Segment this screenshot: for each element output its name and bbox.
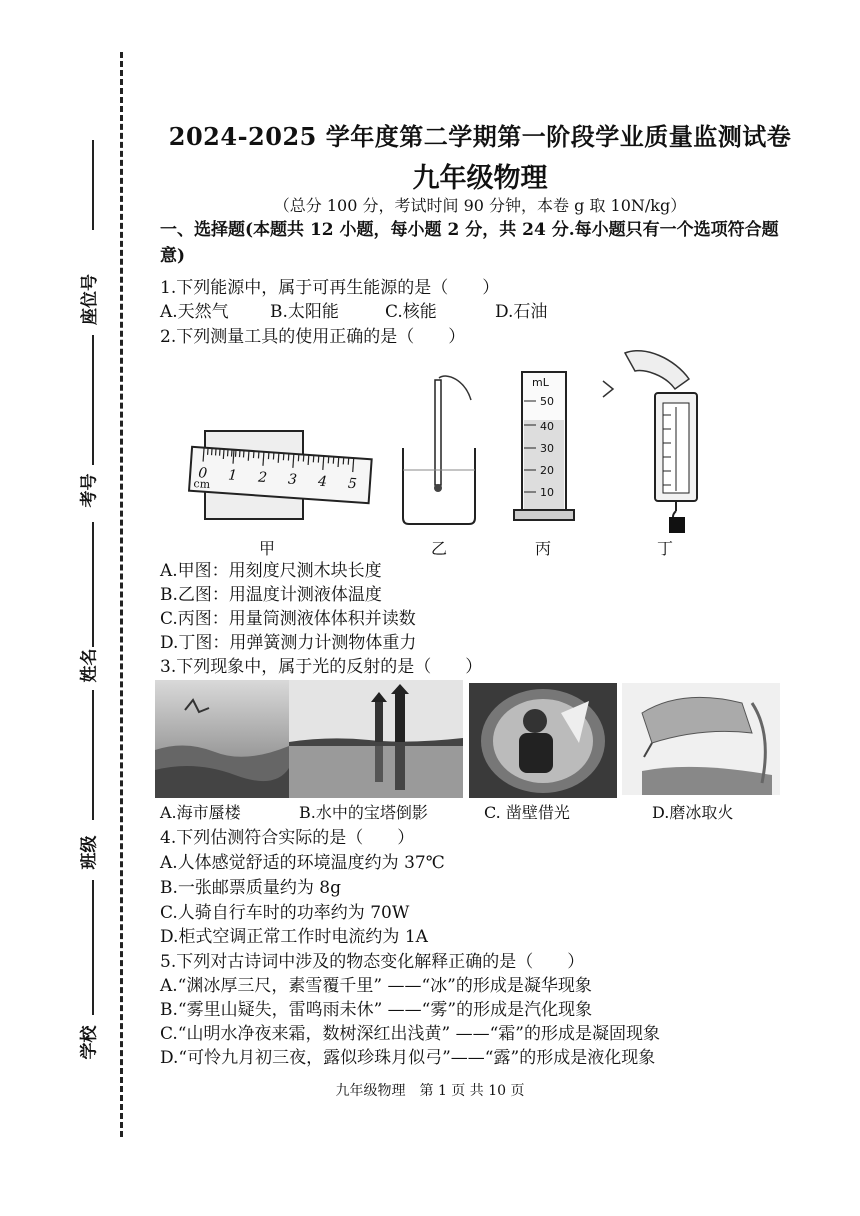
thermometer-figure xyxy=(395,370,485,530)
q2-option-c[interactable]: C.丙图：用量筒测液体体积并读数 xyxy=(160,609,416,629)
cylinder-figure xyxy=(510,368,580,526)
school-label: 学校 xyxy=(79,1025,100,1060)
q4-option-d[interactable]: D.柜式空调正常工作时电流约为 1A xyxy=(160,927,428,947)
q2-option-b[interactable]: B.乙图：用温度计测液体温度 xyxy=(160,585,382,605)
seat-number-line xyxy=(92,140,94,230)
class-label: 班级 xyxy=(79,835,100,870)
question-5-stem: 5.下列对古诗词中涉及的物态变化解释正确的是（ ） xyxy=(160,952,585,972)
question-1-stem: 1.下列能源中，属于可再生能源的是（ ） xyxy=(160,278,500,298)
q5-option-a[interactable]: A.“渊冰厚三尺，素雪覆千里” ——“冰”的形成是凝华现象 xyxy=(160,976,592,996)
q5-option-b[interactable]: B.“雾里山疑失，雷鸣雨未休” ——“雾”的形成是汽化现象 xyxy=(160,1000,593,1020)
exam-info: （总分 100 分，考试时间 90 分钟，本卷 g 取 10N/kg） xyxy=(273,196,687,215)
mirage-photo xyxy=(155,680,289,798)
question-1-options xyxy=(160,297,547,322)
q4-option-b[interactable]: B.一张邮票质量约为 8g xyxy=(160,878,341,898)
binding-dashed-line xyxy=(120,52,123,1137)
exam-number-line xyxy=(92,335,94,465)
question-2-stem: 2.下列测量工具的使用正确的是（ ） xyxy=(160,327,466,347)
q5-option-d[interactable]: D.“可怜九月初三夜，露似珍珠月似弓”——“露”的形成是液化现象 xyxy=(160,1048,656,1068)
pagoda-reflection-photo xyxy=(289,680,463,798)
cylinder-base xyxy=(514,510,574,520)
name-line xyxy=(92,522,94,647)
question-4-stem: 4.下列估测符合实际的是（ ） xyxy=(160,828,415,848)
cylinder-tick-20: 20 xyxy=(540,464,554,477)
eye-icon xyxy=(603,381,613,397)
cylinder-tick-30: 30 xyxy=(540,442,554,455)
figure-label-ding: 丁 xyxy=(656,539,673,558)
ice-lens-fire-photo xyxy=(622,683,780,795)
hand xyxy=(625,351,689,389)
q3-option-b[interactable]: B.水中的宝塔倒影 xyxy=(299,803,428,822)
hand-sketch xyxy=(439,376,471,400)
ruler-tick-3: 3 xyxy=(287,471,298,489)
q2-option-d[interactable]: D.丁图：用弹簧测力计测物体重力 xyxy=(160,633,417,653)
q2-option-a[interactable]: A.甲图：用刻度尺测木块长度 xyxy=(160,561,382,581)
figure-label-bing: 丙 xyxy=(534,539,551,558)
q3-option-a[interactable]: A.海市蜃楼 xyxy=(160,803,241,822)
ruler-figure xyxy=(180,425,380,525)
seat-number-label: 座位号 xyxy=(80,274,100,325)
school-line xyxy=(92,880,94,1015)
ruler-tick-0: 0 xyxy=(197,465,208,482)
exam-number-label: 考号 xyxy=(79,473,100,508)
thermometer-bulb xyxy=(434,484,442,492)
q5-option-c[interactable]: C.“山明水净夜来霜，数树深红出浅黄” ——“霜”的形成是凝固现象 xyxy=(160,1024,660,1044)
name-label: 姓名 xyxy=(79,648,100,683)
cylinder-tick-10: 10 xyxy=(540,486,554,499)
q1-option-a[interactable]: A.天然气 xyxy=(160,302,229,322)
ruler-tick-4: 4 xyxy=(317,473,328,491)
ruler-tick-2: 2 xyxy=(257,469,268,487)
q3-option-c[interactable]: C. 凿壁借光 xyxy=(484,803,570,822)
class-line xyxy=(92,690,94,820)
q1-option-d[interactable]: D.石油 xyxy=(495,302,548,322)
figure-label-yi: 乙 xyxy=(430,539,447,558)
q1-option-b[interactable]: B.太阳能 xyxy=(270,302,339,322)
cylinder-tick-40: 40 xyxy=(540,420,554,433)
figure-label-jia: 甲 xyxy=(258,539,275,558)
subject-title: 九年级物理 xyxy=(412,163,548,194)
cylinder-unit: mL xyxy=(532,376,549,389)
weight-block xyxy=(669,517,685,533)
chiseling-wall-photo xyxy=(469,683,617,798)
page-footer: 九年级物理 第 1 页 共 10 页 xyxy=(335,1083,525,1099)
cylinder-tick-50: 50 xyxy=(540,395,554,408)
question-3-stem: 3.下列现象中，属于光的反射的是（ ） xyxy=(160,657,483,677)
q1-option-c[interactable]: C.核能 xyxy=(385,302,437,322)
spring-scale-figure xyxy=(595,345,705,535)
q4-option-a[interactable]: A.人体感觉舒适的环境温度约为 37℃ xyxy=(160,853,445,873)
thermometer xyxy=(435,380,441,485)
ruler-unit: cm xyxy=(193,476,211,492)
ruler-tick-5: 5 xyxy=(347,475,358,493)
q4-option-c[interactable]: C.人骑自行车时的功率约为 70W xyxy=(160,903,410,923)
q3-option-d[interactable]: D.磨冰取火 xyxy=(652,803,734,822)
ruler-tick-1: 1 xyxy=(227,467,238,484)
exam-title: 2024-2025 学年度第二学期第一阶段学业质量监测试卷 xyxy=(168,122,792,151)
section-heading: 一、选择题(本题共 12 小题，每小题 2 分，共 24 分.每小题只有一个选项符合题意) xyxy=(160,220,779,266)
